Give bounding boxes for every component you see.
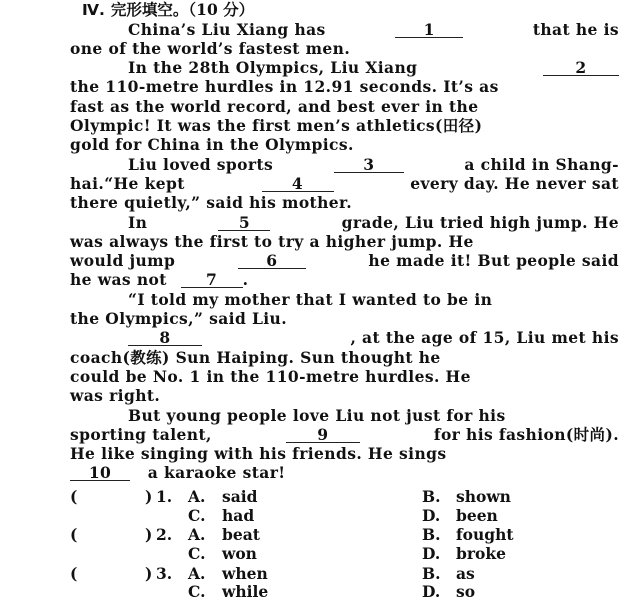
option-d[interactable]: D. broke [422, 544, 506, 564]
passage-line: In the 28th Olympics, Liu Xiang 2 [128, 58, 619, 77]
passage-line: sporting talent, 9 for his fashion(时尚). [70, 424, 619, 444]
option-c[interactable]: C. had [188, 505, 255, 525]
question-1-options-cd [70, 506, 619, 525]
option-b[interactable]: B. shown [422, 486, 511, 506]
passage-line: But young people love Liu not just for his [128, 405, 506, 425]
option-d[interactable]: D. so [422, 581, 476, 601]
passage-line: hai.“He kept 4 every day. He never sat [70, 173, 619, 193]
option-d[interactable]: D. been [422, 505, 498, 525]
answer-paren-open: ( [70, 486, 78, 506]
passage-line: fast as the world record, and best ever in the [70, 96, 479, 116]
blank-4[interactable]: 4 [262, 176, 334, 192]
blank-9[interactable]: 9 [286, 427, 360, 443]
blank-3[interactable]: 3 [334, 157, 404, 173]
answer-paren-close: ) [145, 563, 153, 583]
question-1 [70, 487, 619, 506]
passage-line: China’s Liu Xiang has 1 that he is [128, 19, 619, 39]
question-2 [70, 525, 619, 544]
passage-line: the Olympics,” said Liu. [70, 309, 288, 328]
answer-paren-close: ) [145, 486, 153, 506]
blank-6[interactable]: 6 [238, 253, 306, 269]
passage-line: Olympic! It was the first men’s athletics(田径) [70, 116, 483, 135]
answer-paren-close: ) [145, 525, 153, 545]
blank-1[interactable]: 1 [395, 22, 463, 38]
passage-line: He like singing with his friends. He sings [70, 444, 447, 464]
option-a[interactable]: A. said [188, 486, 258, 506]
blank-5[interactable]: 5 [218, 215, 270, 231]
blank-10[interactable]: 10 [70, 465, 130, 481]
section-heading [82, 0, 254, 19]
passage-line: the 110-metre hurdles in 12.91 seconds. It’s as [70, 77, 499, 97]
option-c[interactable]: C. while [188, 581, 269, 601]
passage-line: there quietly,” said his mother. [70, 193, 352, 213]
passage-line: could be No. 1 in the 110-metre hurdles. He [70, 366, 471, 386]
passage-line: he was not 7 . [70, 270, 249, 290]
option-b[interactable]: B. fought [422, 525, 514, 545]
passage-line: would jump 6 he made it! But people said [70, 251, 619, 271]
passage-line: was right. [70, 386, 161, 406]
section-title: 完形填空。（10 分） [110, 0, 255, 19]
passage-line: 10 a karaoke star! [70, 463, 619, 482]
passage-line: gold for China in the Olympics. [70, 135, 354, 155]
blank-2[interactable]: 2 [543, 60, 619, 76]
answer-paren-open: ( [70, 563, 78, 583]
passage-line: Liu loved sports 3 a child in Shang- [128, 154, 619, 174]
answer-paren-open: ( [70, 525, 78, 545]
option-a[interactable]: A. when [188, 563, 268, 583]
passage-line: In 5 grade, Liu tried high jump. He [128, 212, 619, 232]
question-number: 2. [156, 525, 173, 545]
option-a[interactable]: A. beat [188, 525, 260, 545]
passage-line: “I told my mother that I wanted to be in [128, 289, 493, 309]
passage-line: one of the world’s fastest men. [70, 38, 351, 58]
question-3-options-cd [70, 582, 619, 601]
passage-line: was always the first to try a higher jump. He [70, 231, 474, 251]
blank-7[interactable]: 7 [181, 272, 243, 288]
blank-8[interactable]: 8 [128, 330, 202, 346]
section-number: Ⅳ. [82, 1, 105, 19]
passage-line: coach(教练) Sun Haiping. Sun thought he [70, 347, 441, 367]
option-c[interactable]: C. won [188, 544, 257, 564]
question-number: 1. [156, 486, 173, 506]
question-3 [70, 564, 619, 583]
question-number: 3. [156, 563, 173, 583]
passage-line: 8 , at the age of 15, Liu met his [128, 328, 619, 347]
option-b[interactable]: B. as [422, 563, 475, 583]
question-2-options-cd [70, 544, 619, 563]
